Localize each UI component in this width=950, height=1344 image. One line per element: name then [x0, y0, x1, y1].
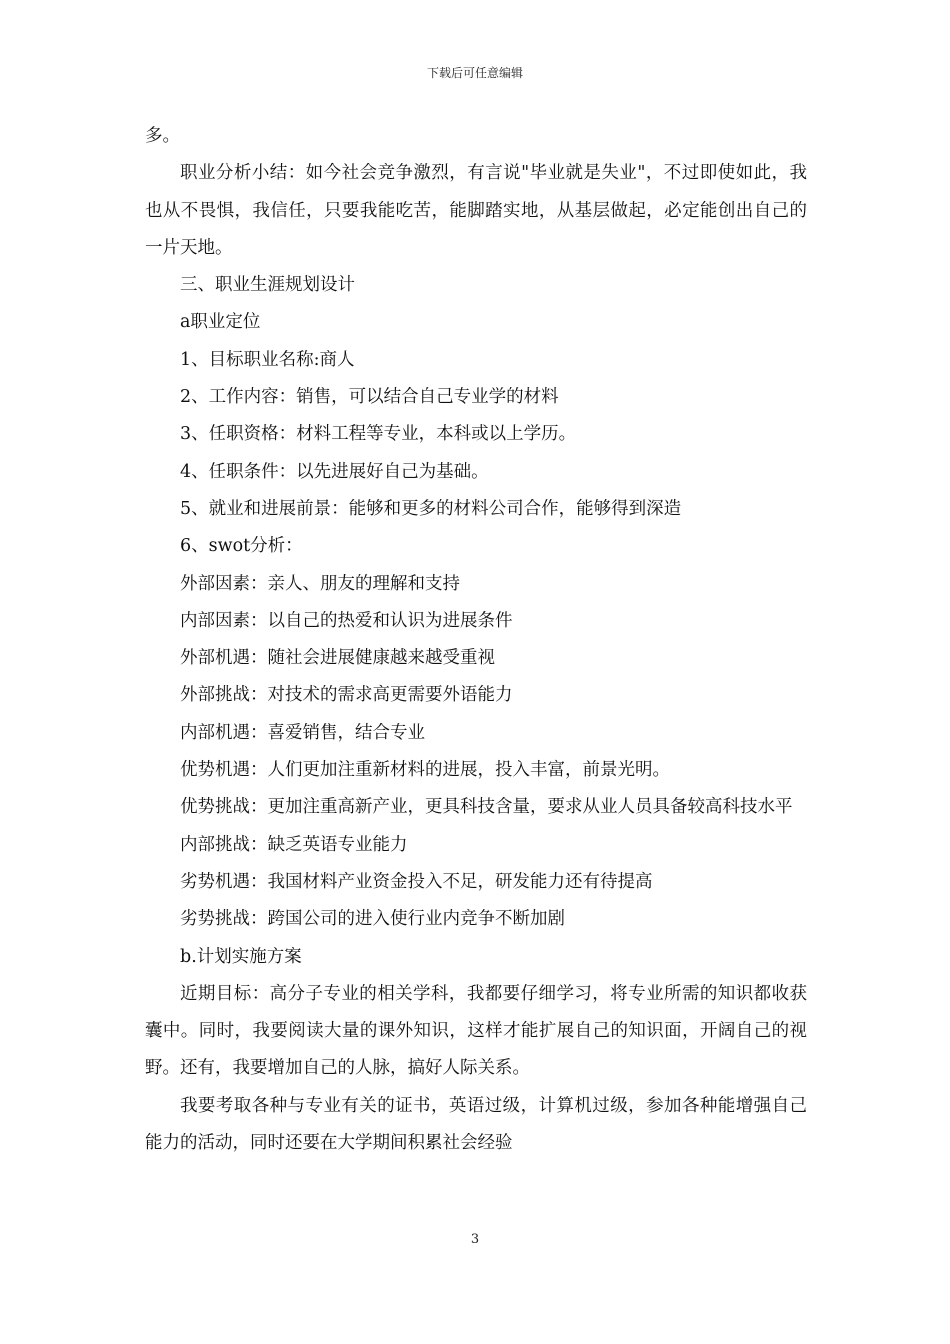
subsection-heading: a职业定位: [180, 312, 261, 333]
paragraph: 近期目标：高分子专业的相关学科，我都要仔细学习，将专业所需的知识都收获囊中。同时，我要阅读大量的课外知识，这样才能扩展自己的知识面，开阔自己的视野。还有，我要增加自己的人脉，搞好人际关系。: [145, 983, 807, 1079]
swot-item: 劣势机遇：我国材料产业资金投入不足，研发能力还有待提高: [180, 871, 653, 892]
list-item: 2、工作内容：销售，可以结合自己专业学的材料: [180, 387, 559, 408]
swot-item: 内部机遇：喜爱销售，结合专业: [180, 722, 425, 743]
page-header: 下载后可任意编辑: [426, 66, 523, 80]
document-body: [145, 118, 807, 1162]
list-item: 4、任职条件：以先进展好自己为基础。: [180, 461, 489, 482]
paragraph: 我要考取各种与专业有关的证书，英语过级，计算机过级，参加各种能增强自己能力的活动，同时还要在大学期间积累社会经验: [145, 1095, 807, 1154]
list-item: 3、任职资格：材料工程等专业，本科或以上学历。: [180, 424, 577, 445]
swot-item: 劣势挑战：跨国公司的进入使行业内竞争不断加剧: [180, 909, 565, 930]
swot-item: 外部机遇：随社会进展健康越来越受重视: [180, 648, 495, 669]
swot-item: 外部因素：亲人、朋友的理解和支持: [180, 573, 460, 594]
swot-item: 外部挑战：对技术的需求高更需要外语能力: [180, 685, 513, 706]
swot-item: 优势挑战：更加注重高新产业，更具科技含量，要求从业人员具备较高科技水平: [180, 797, 793, 818]
paragraph: 多。: [145, 126, 180, 146]
subsection-heading: b.计划实施方案: [180, 946, 302, 967]
section-heading: 三、职业生涯规划设计: [180, 275, 355, 296]
swot-item: 优势机遇：人们更加注重新材料的进展，投入丰富，前景光明。: [180, 760, 670, 781]
paragraph: 职业分析小结：如今社会竞争激烈，有言说"毕业就是失业"，不过即使如此，我也从不畏惧，我信任，只要我能吃苦，能脚踏实地，从基层做起，必定能创出自己的一片天地。: [145, 163, 807, 258]
swot-item: 内部挑战：缺乏英语专业能力: [180, 834, 408, 855]
swot-item: 内部因素：以自己的热爱和认识为进展条件: [180, 610, 513, 631]
list-item: 6、swot分析：: [180, 536, 303, 557]
list-item: 1、目标职业名称:商人: [180, 349, 355, 370]
list-item: 5、就业和进展前景：能够和更多的材料公司合作，能够得到深造: [180, 498, 682, 519]
page-number: 3: [470, 1232, 480, 1247]
